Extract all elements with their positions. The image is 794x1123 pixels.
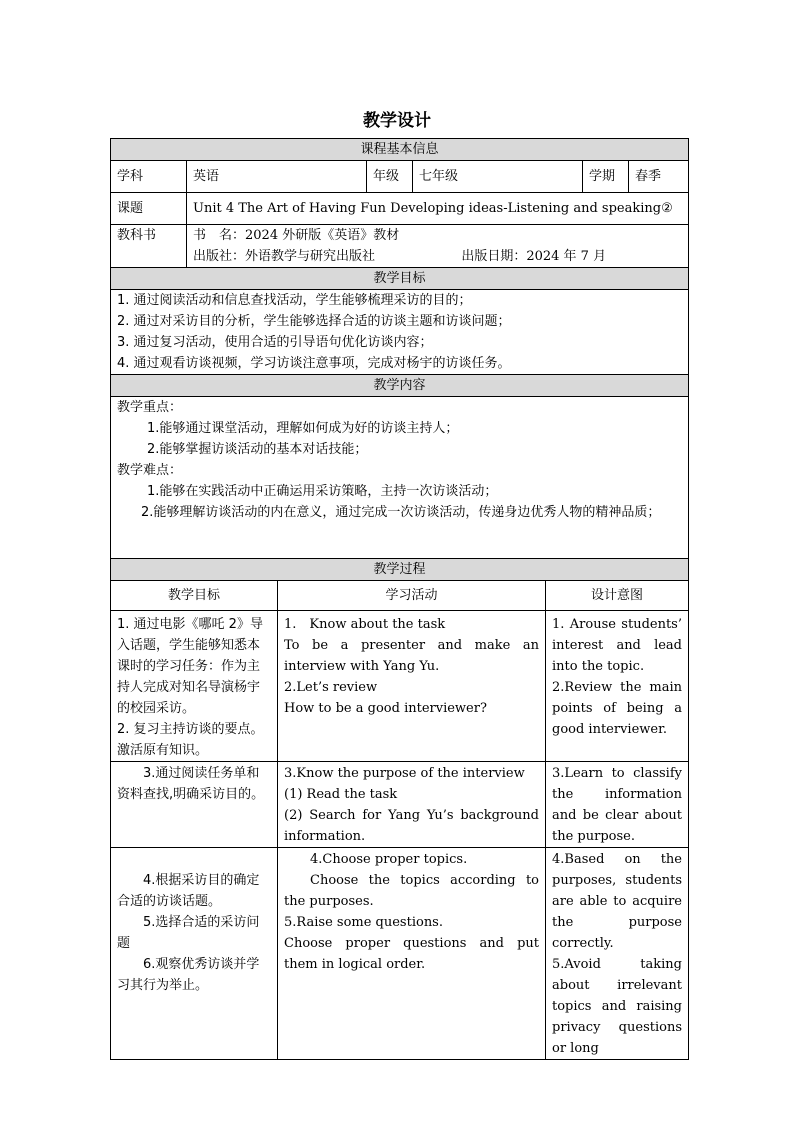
textbook-info xyxy=(187,225,689,268)
intent-text: 4.Based on the purposes, students are able to acquire the purpose correctly. xyxy=(552,852,682,951)
activity-text: (1) Read the task xyxy=(284,787,398,802)
difficult-points-label: 教学难点： xyxy=(117,463,183,478)
intent-text: 1. Arouse students’ interest and lead into the topic. xyxy=(552,617,682,674)
publish-date: 出版日期：2024 年 7 月 xyxy=(461,249,607,264)
column-header-intent: 设计意图 xyxy=(546,581,689,611)
intent-cell xyxy=(546,762,689,848)
activity-cell xyxy=(278,848,546,1060)
activity-text: Choose proper questions and put them in logical order. xyxy=(284,936,539,972)
activity-text: Choose the topics according to the purposes. xyxy=(284,873,539,909)
term-label: 学期 xyxy=(583,161,629,193)
key-points-label: 教学重点： xyxy=(117,400,183,415)
objective-item: 1. 通过阅读活动和信息查找活动，学生能够梳理采访的目的； xyxy=(117,293,472,308)
grade-value: 七年级 xyxy=(413,161,583,193)
process-header: 教学过程 xyxy=(111,559,689,581)
objectives-header: 教学目标 xyxy=(111,268,689,290)
goal-text: 5.选择合适的采访问题 xyxy=(117,915,260,951)
topic-value: Unit 4 The Art of Having Fun Developing ideas-Listening and speaking② xyxy=(187,193,689,225)
activity-text: How to be a good interviewer? xyxy=(284,701,487,716)
goal-text: 1. 通过电影《哪吒 2》导入话题，学生能够知悉本课时的学习任务：作为主持人完成对知名导演杨宇的校园采访。 xyxy=(117,617,263,716)
goal-text: 6.观察优秀访谈并学习其行为举止。 xyxy=(117,957,260,993)
activity-text: 2.Let’s review xyxy=(284,680,378,695)
table-row xyxy=(111,762,689,848)
activity-text: 1. Know about the task xyxy=(284,617,446,632)
publisher: 出版社：外语教学与研究出版社 xyxy=(193,249,376,264)
basic-info-header: 课程基本信息 xyxy=(111,139,689,161)
activity-cell xyxy=(278,611,546,762)
table-row xyxy=(111,848,689,1060)
process-table xyxy=(110,558,689,1060)
term-value: 春季 xyxy=(629,161,689,193)
column-header-activity: 学习活动 xyxy=(278,581,546,611)
course-info-table xyxy=(110,138,689,559)
objective-item: 3. 通过复习活动，使用合适的引导语句优化访谈内容； xyxy=(117,335,433,350)
goal-cell xyxy=(111,762,278,848)
document-title: 教学设计 xyxy=(363,111,431,131)
key-point: 2.能够掌握访谈活动的基本对话技能； xyxy=(147,442,368,457)
activity-text: 4.Choose proper topics. xyxy=(310,852,468,867)
content-body xyxy=(111,397,689,559)
textbook-label: 教科书 xyxy=(111,225,187,268)
goal-cell xyxy=(111,848,278,1060)
objective-item: 4. 通过观看访谈视频，学习访谈注意事项，完成对杨宇的访谈任务。 xyxy=(117,356,511,371)
grade-label: 年级 xyxy=(367,161,413,193)
intent-text: 5.Avoid taking about irrelevant topics and raising privacy questions or long xyxy=(552,957,682,1056)
topic-label: 课题 xyxy=(111,193,187,225)
intent-cell xyxy=(546,848,689,1060)
goal-text: 4.根据采访目的确定合适的访谈话题。 xyxy=(117,873,260,909)
key-point: 1.能够通过课堂活动，理解如何成为好的访谈主持人； xyxy=(147,421,459,436)
content-header: 教学内容 xyxy=(111,375,689,397)
difficult-point: 2.能够理解访谈活动的内在意义，通过完成一次访谈活动，传递身边优秀人物的精神品质； xyxy=(141,505,661,520)
activity-text: 3.Know the purpose of the interview xyxy=(284,766,525,781)
subject-value: 英语 xyxy=(187,161,367,193)
goal-cell xyxy=(111,611,278,762)
subject-label: 学科 xyxy=(111,161,187,193)
goal-text: 2. 复习主持访谈的要点。激活原有知识。 xyxy=(117,722,264,758)
objectives-list xyxy=(111,290,689,375)
activity-text: (2) Search for Yang Yu’s background information. xyxy=(284,808,539,844)
activity-cell xyxy=(278,762,546,848)
objective-item: 2. 通过对采访目的分析，学生能够选择合适的访谈主题和访谈问题； xyxy=(117,314,511,329)
intent-cell xyxy=(546,611,689,762)
intent-text: 2.Review the main points of being a good interviewer. xyxy=(552,680,682,737)
goal-text: 3.通过阅读任务单和资料查找,明确采访目的。 xyxy=(117,766,265,802)
table-row xyxy=(111,611,689,762)
intent-text: 3.Learn to classify the information and be clear about the purpose. xyxy=(552,766,682,844)
activity-text: To be a presenter and make an interview with Yang Yu. xyxy=(284,638,539,674)
column-header-goal: 教学目标 xyxy=(111,581,278,611)
difficult-point: 1.能够在实践活动中正确运用采访策略，主持一次访谈活动； xyxy=(147,484,498,499)
book-name: 书 名：2024 外研版《英语》教材 xyxy=(193,228,400,243)
activity-text: 5.Raise some questions. xyxy=(284,915,443,930)
